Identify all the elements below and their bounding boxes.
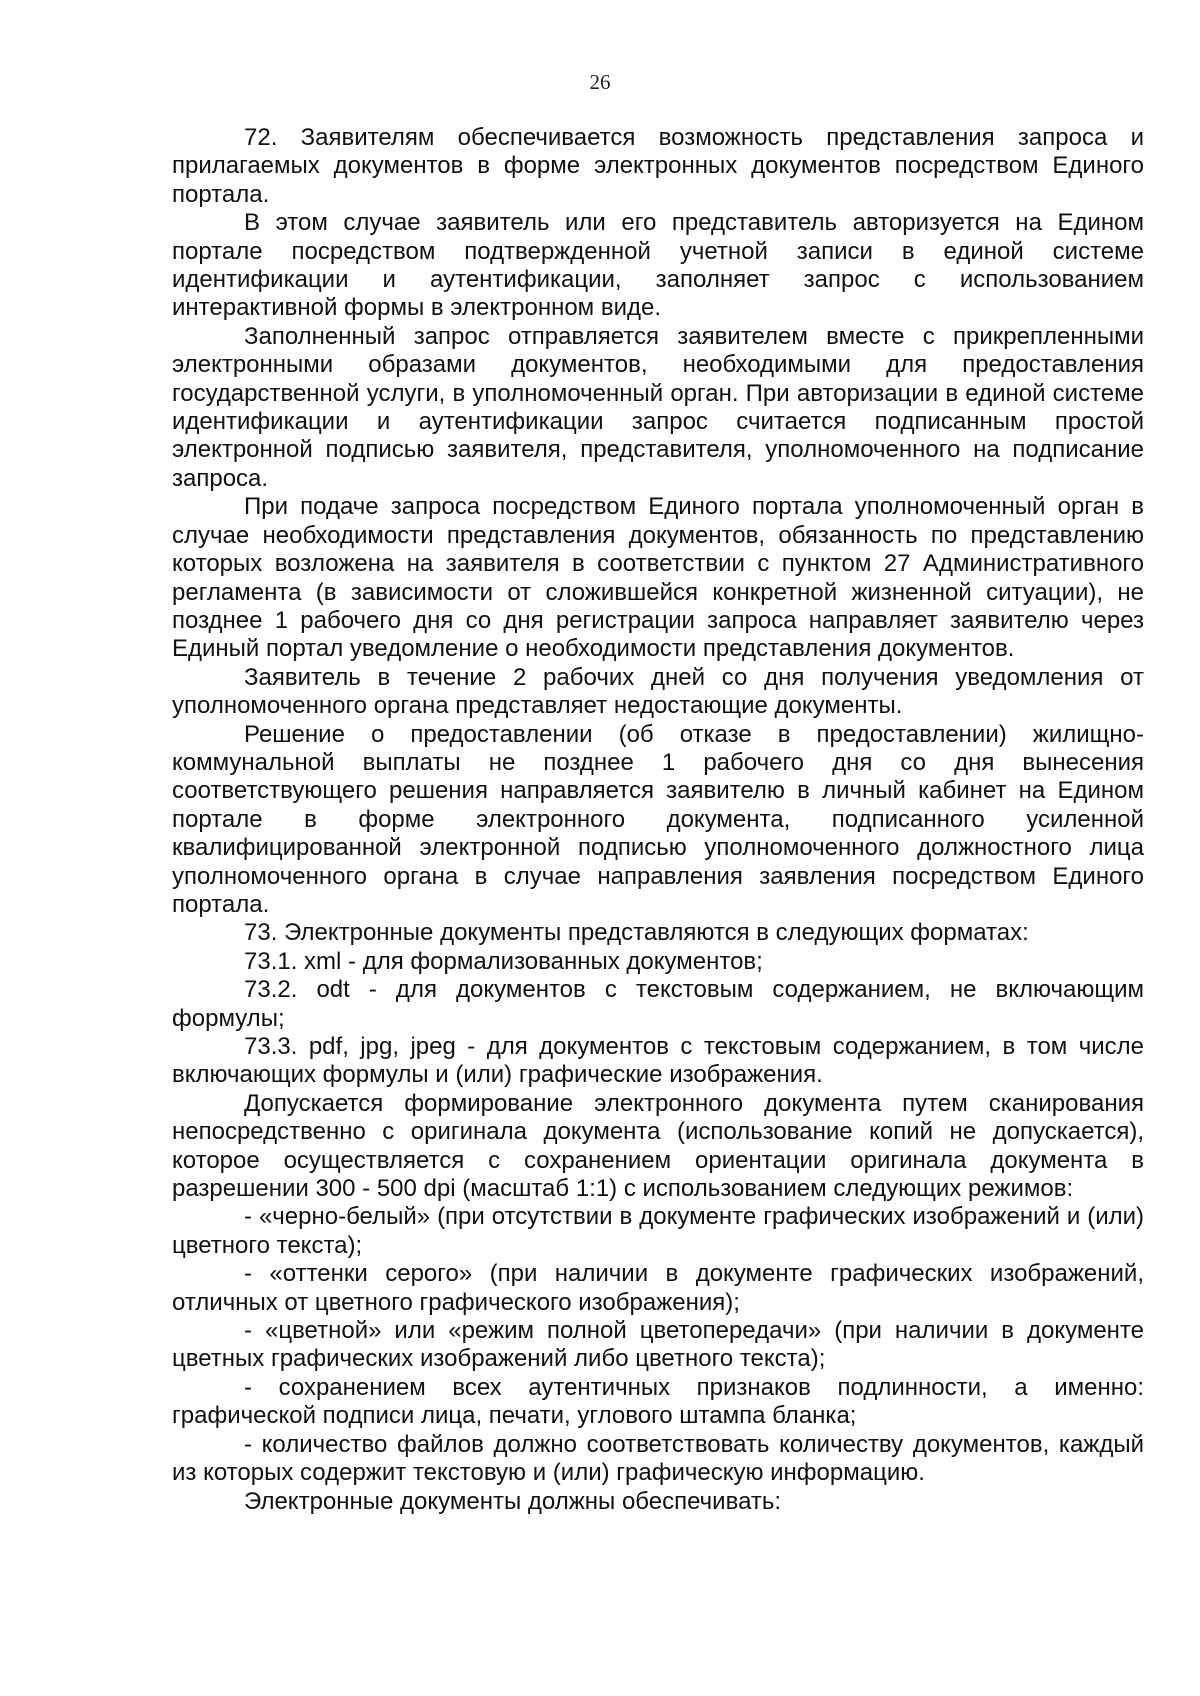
paragraph-missing-documents: Заявитель в течение 2 рабочих дней со дня получения уведомления от уполномоченного органа представляет недостающие документы. [172,663,1144,720]
paragraph-73-1: 73.1. xml - для формализованных документов; [244,947,763,975]
list-item-file-count: - количество файлов должно соответствовать количеству документов, каждый из которых содержит текстовую и (или) графическую информацию. [172,1430,1144,1487]
paragraph-scanning: Допускается формирование электронного документа путем сканирования непосредственно с оригинала документа (использование копий не допускается), которое осуществляется с сохранением ориентации оригинала документа в разрешении 300 - 500 dpi (масштаб 1:1) с использованием следующих режимов: [172,1089,1144,1203]
paragraph-requirements: Электронные документы должны обеспечивать: [244,1487,782,1515]
paragraph-73-2: 73.2. odt - для документов с текстовым содержанием, не включающим формулы; [172,976,1144,1032]
paragraph-decision: Решение о предоставлении (об отказе в предоставлении) жилищно-коммунальной выплаты не позднее 1 рабочего дня со дня вынесения соответствующего решения направляется заявителю в личный кабинет на Едином портале в форме электронного документа, подписанного усиленной квалифицированной электронной подписью уполномоченного должностного лица уполномоченного органа в случае направления заявления посредством Единого портала. [172,720,1144,918]
paragraph-73: 73. Электронные документы представляются в следующих форматах: [244,919,1029,947]
paragraph-73-3: 73.3. pdf, jpg, jpeg - для документов с текстовым содержанием, в том числе включающих формулы и (или) графические изображения. [172,1033,1144,1089]
paragraph-filled-request: Заполненный запрос отправляется заявителем вместе с прикрепленными электронными образами документов, необходимыми для предоставления государственной услуги, в уполномоченный орган. При авторизации в единой системе идентификации и аутентификации запрос считается подписанным простой электронной подписью заявителя, представителя, уполномоченного на подписание запроса. [172,322,1144,492]
paragraph-request-submission: При подаче запроса посредством Единого портала уполномоченный орган в случае необходимости представления документов, обязанность по представлению которых возложена на заявителя в соответствии с пунктом 27 Административного регламента (в зависимости от сложившейся конкретной жизненной ситуации), не позднее 1 рабочего дня со дня регистрации запроса направляет заявителю через Единый портал уведомление о необходимости представления документов. [172,493,1144,663]
paragraph-72: 72. Заявителям обеспечивается возможность представления запроса и прилагаемых документов в форме электронных документов посредством Единого портала. [172,124,1144,208]
paragraph-authorization: В этом случае заявитель или его представитель авторизуется на Едином портале посредством подтвержденной учетной записи в единой системе идентификации и аутентификации, заполняет запрос с использованием интерактивной формы в электронном виде. [172,209,1144,322]
document-body [172,124,1144,1516]
page-number: 26 [589,70,611,94]
list-item-authenticity: - сохранением всех аутентичных признаков подлинности, а именно: графической подписи лица, печати, углового штампа бланка; [172,1373,1144,1430]
list-item-black-white: - «черно-белый» (при отсутствии в документе графических изображений и (или) цветного текста); [172,1203,1144,1259]
list-item-color: - «цветной» или «режим полной цветопередачи» (при наличии в документе цветных графических изображений либо цветного текста); [172,1317,1144,1373]
list-item-grayscale: - «оттенки серого» (при наличии в документе графических изображений, отличных от цветного графического изображения); [172,1260,1144,1316]
